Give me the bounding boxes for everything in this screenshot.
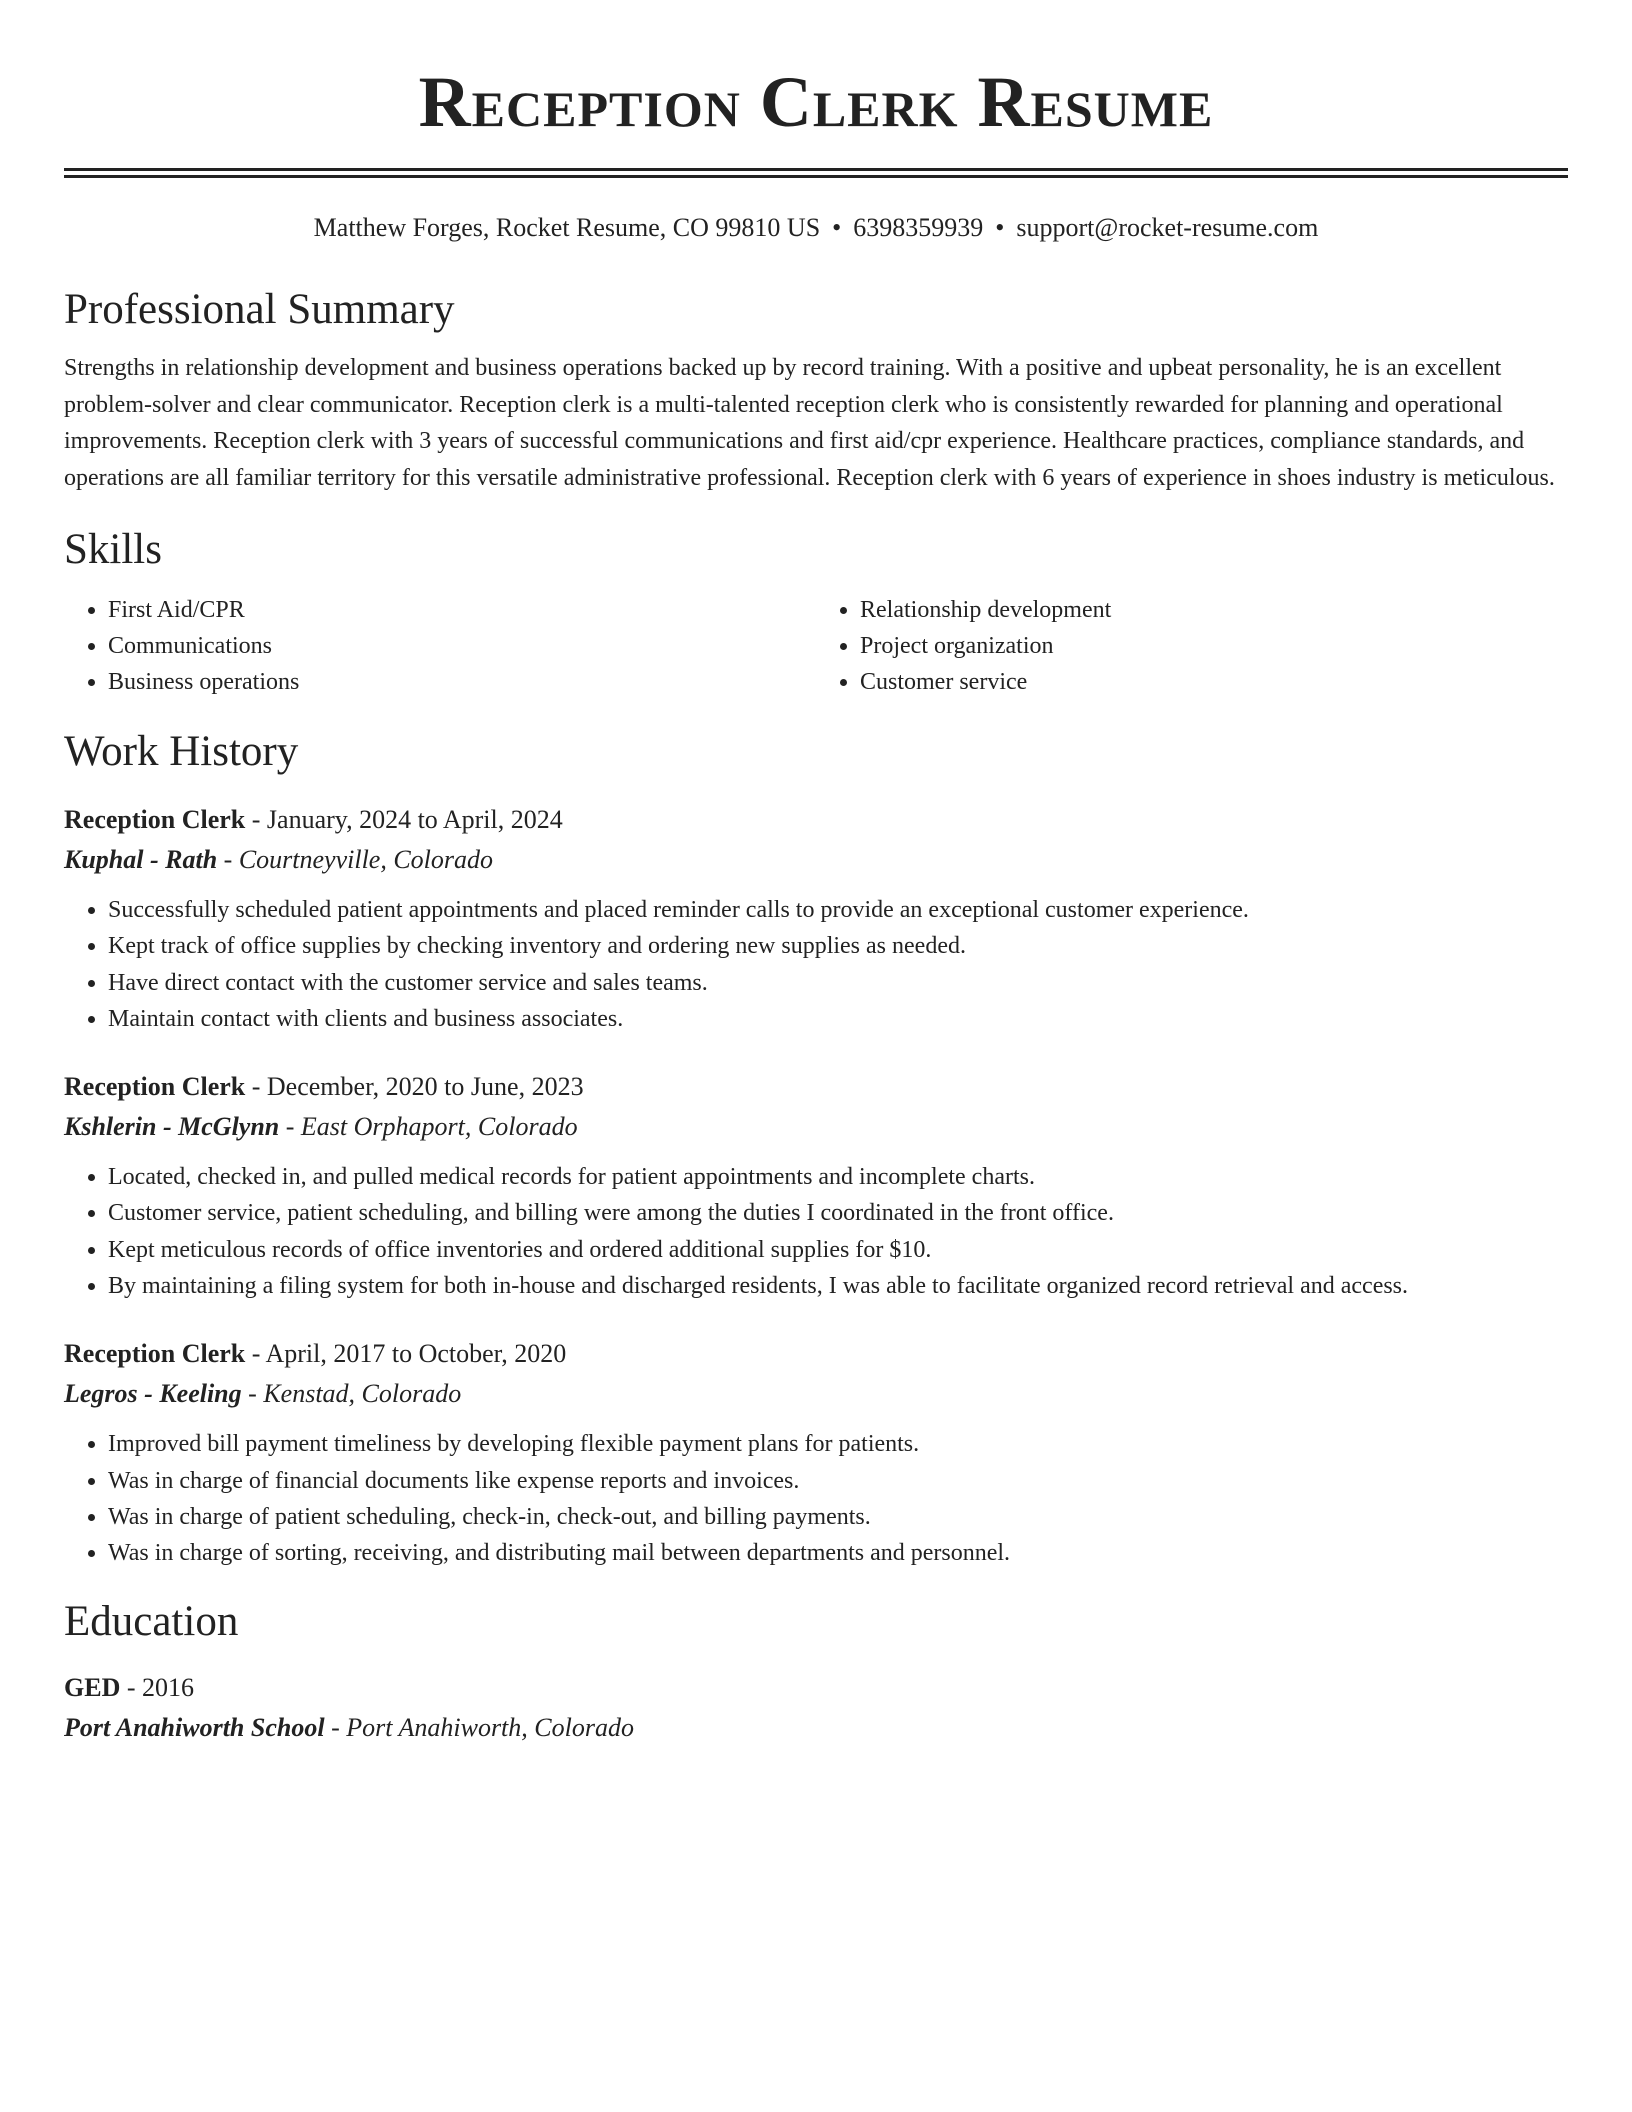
job-bullet: • Was in charge of financial documents like expense reports and invoices.	[108, 1463, 1568, 1499]
job-company: Legros - Keeling	[64, 1379, 242, 1409]
job-dates: - January, 2024 to April, 2024	[245, 805, 563, 834]
skill-item: • Business operations	[108, 664, 816, 700]
job-bullets	[64, 1159, 1568, 1304]
work-history-heading: Work History	[64, 728, 299, 775]
contact-phone: 6398359939	[853, 213, 984, 242]
contact-address: Matthew Forges, Rocket Resume, CO 99810 US	[313, 213, 821, 242]
job-location: - Courtneyville, Colorado	[217, 845, 494, 874]
education-school: Port Anahiworth School	[64, 1712, 325, 1742]
job-employer	[64, 1107, 1568, 1147]
job-dates: - April, 2017 to October, 2020	[245, 1339, 567, 1369]
education-heading: Education	[64, 1597, 239, 1645]
job-role: Reception Clerk	[64, 805, 246, 834]
job-bullets	[64, 892, 1568, 1037]
job-dates: - December, 2020 to June, 2023	[245, 1072, 584, 1102]
job-employer	[64, 1374, 1568, 1414]
title-double-rule	[64, 168, 1568, 178]
job-bullet: • Kept meticulous records of office inventories and ordered additional supplies for $10.	[108, 1232, 1568, 1268]
summary-heading: Professional Summary	[64, 286, 455, 333]
skill-item: • Customer service	[860, 664, 1568, 700]
contact-separator: •	[832, 213, 842, 242]
skills-list-left	[64, 592, 816, 700]
job-location: - East Orphaport, Colorado	[279, 1112, 578, 1142]
job-entry	[64, 1067, 1568, 1304]
job-role: Reception Clerk	[64, 1339, 246, 1369]
skills-columns	[64, 592, 1568, 700]
job-entry	[64, 1334, 1568, 1571]
job-bullet: • Located, checked in, and pulled medical records for patient appointments and incomplete charts.	[108, 1159, 1568, 1195]
contact-email: support@rocket-resume.com	[1016, 213, 1319, 242]
resume-title: Reception Clerk Resume	[418, 62, 1214, 142]
summary-text: Strengths in relationship development and business operations backed up by record training. With a positive and upbeat personality, he is an excellent problem-solver and clear communicator. Reception clerk is a multi-talented reception clerk who is consistently rewarded for planning and operational improvements. Reception clerk with 3 years of successful communications and first aid/cpr experience. Healthcare practices, compliance standards, and operations are all familiar territory for this versatile administrative professional. Reception clerk with 6 years of experience in shoes industry is meticulous.	[64, 355, 1555, 491]
job-bullet: • Was in charge of sorting, receiving, and distributing mail between departments and personnel.	[108, 1535, 1568, 1571]
education-entry	[64, 1668, 1568, 1748]
job-company: Kuphal - Rath	[64, 845, 218, 874]
education-header	[64, 1668, 1568, 1708]
contact-line	[64, 212, 1568, 244]
skill-item: • First Aid/CPR	[108, 592, 816, 628]
job-bullet: • By maintaining a filing system for both in-house and discharged residents, I was able to facilitate organized record retrieval and access.	[108, 1268, 1568, 1304]
job-bullet: • Was in charge of patient scheduling, check-in, check-out, and billing payments.	[108, 1499, 1568, 1535]
skill-item: • Relationship development	[860, 592, 1568, 628]
job-bullet: • Customer service, patient scheduling, and billing were among the duties I coordinated in the front office.	[108, 1195, 1568, 1231]
education-school-line	[64, 1708, 1568, 1748]
skills-list-right	[816, 592, 1568, 700]
skills-heading: Skills	[64, 526, 162, 573]
job-location: - Kenstad, Colorado	[241, 1379, 462, 1409]
job-header	[64, 800, 1568, 840]
job-bullets	[64, 1426, 1568, 1571]
job-employer	[64, 840, 1568, 880]
job-entry	[64, 800, 1568, 1037]
education-location: - Port Anahiworth, Colorado	[324, 1712, 634, 1742]
job-bullet: • Improved bill payment timeliness by developing flexible payment plans for patients.	[108, 1426, 1568, 1462]
education-degree: GED	[64, 1672, 121, 1702]
education-year: - 2016	[120, 1672, 195, 1702]
job-company: Kshlerin - McGlynn	[64, 1112, 280, 1142]
job-header	[64, 1334, 1568, 1374]
skill-item: • Project organization	[860, 628, 1568, 664]
job-role: Reception Clerk	[64, 1072, 246, 1102]
skill-item: • Communications	[108, 628, 816, 664]
job-bullet: • Maintain contact with clients and business associates.	[108, 1001, 1568, 1037]
contact-separator: •	[995, 213, 1005, 242]
job-bullet: • Successfully scheduled patient appointments and placed reminder calls to provide an exceptional customer experience.	[108, 892, 1568, 928]
job-bullet: • Have direct contact with the customer service and sales teams.	[108, 965, 1568, 1001]
job-bullet: • Kept track of office supplies by checking inventory and ordering new supplies as needed.	[108, 928, 1568, 964]
job-header	[64, 1067, 1568, 1107]
